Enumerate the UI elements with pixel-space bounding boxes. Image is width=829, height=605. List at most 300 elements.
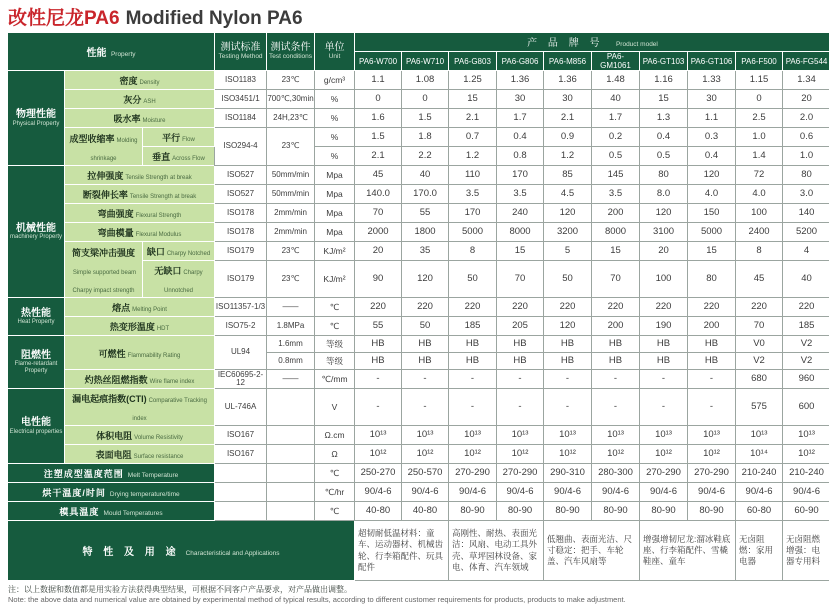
value-cell: 240 xyxy=(497,204,544,223)
value-cell: 0.6 xyxy=(783,128,829,147)
property-label-zh: 简支梁冲击强度 xyxy=(71,247,135,258)
value-cell: 4.0 xyxy=(688,185,736,204)
value-cell: 1.36 xyxy=(497,71,544,90)
value-cell: 0.8 xyxy=(497,147,544,166)
category-cell xyxy=(8,71,65,166)
value-cell: 0 xyxy=(402,90,449,109)
value-cell: - xyxy=(640,370,688,389)
value-cell: 80 xyxy=(783,166,829,185)
property-label-en: HDT xyxy=(156,326,170,332)
value-cell: HB xyxy=(592,353,640,370)
test-condition-cell xyxy=(267,483,315,502)
property-label-en: Surface resistance xyxy=(133,454,184,460)
value-cell: - xyxy=(688,370,736,389)
value-cell: 2.1 xyxy=(544,109,592,128)
value-cell: HB xyxy=(640,353,688,370)
page-title-zh: 改性尼龙PA6 xyxy=(8,8,120,29)
value-cell: 575 xyxy=(736,389,783,426)
value-cell: 20 xyxy=(640,242,688,261)
value-cell: 10¹² xyxy=(640,445,688,464)
testing-method-cell: ISO178 xyxy=(215,223,267,242)
testing-method-cell xyxy=(215,502,267,521)
value-cell: 140 xyxy=(783,204,829,223)
value-cell: 50 xyxy=(449,261,497,298)
property-label xyxy=(65,128,143,166)
value-cell: 220 xyxy=(688,298,736,317)
value-cell: HB xyxy=(497,353,544,370)
value-cell: 90/4-6 xyxy=(688,483,736,502)
property-label-en: Tensile Strength at break xyxy=(125,175,192,181)
value-cell: 220 xyxy=(449,298,497,317)
value-cell: 50 xyxy=(402,317,449,336)
value-cell: 250-270 xyxy=(355,464,402,483)
value-cell: 55 xyxy=(402,204,449,223)
value-cell: 270-290 xyxy=(497,464,544,483)
value-cell: 10¹³ xyxy=(688,426,736,445)
application-cell: 超韧耐低温材料：童车、运动器材、机械齿轮、行李箱配件、玩具配件 xyxy=(355,521,449,581)
value-cell: 45 xyxy=(736,261,783,298)
value-cell: 35 xyxy=(402,242,449,261)
product-model-pa6-g806: PA6-G806 xyxy=(497,52,544,71)
value-cell: 10¹³ xyxy=(736,426,783,445)
value-cell: 1.15 xyxy=(736,71,783,90)
property-label xyxy=(65,370,215,389)
value-cell: 1.1 xyxy=(688,109,736,128)
test-condition-cell: 50mm/min xyxy=(267,185,315,204)
value-cell: 0.2 xyxy=(592,128,640,147)
value-cell: HB xyxy=(402,353,449,370)
unit-cell: Ω.cm xyxy=(315,426,355,445)
footnote-en: Note: the above data and numerical value are obtained by experimental method of typical results, according to different customer requirements for products, products to make adjustment. xyxy=(8,595,626,605)
testing-method-header-zh: 测试标准 xyxy=(220,42,261,54)
product-model-pa6-f500: PA6-F500 xyxy=(736,52,783,71)
value-cell: 120 xyxy=(544,204,592,223)
value-cell: HB xyxy=(402,336,449,353)
value-cell: 10¹³ xyxy=(640,426,688,445)
test-condition-cell: 50mm/min xyxy=(267,166,315,185)
property-label xyxy=(65,445,215,464)
value-cell: 120 xyxy=(544,317,592,336)
value-cell: 120 xyxy=(688,166,736,185)
product-model-pa6-gm1061: PA6-GM1061 xyxy=(592,52,640,71)
property-label-zh: 可燃性 xyxy=(98,348,126,359)
property-label-en: Moisture xyxy=(142,118,166,124)
testing-method-cell: ISO1184 xyxy=(215,109,267,128)
value-cell: 5 xyxy=(544,242,592,261)
value-cell: HB xyxy=(592,336,640,353)
value-cell: V2 xyxy=(783,353,829,370)
value-cell: 2.1 xyxy=(449,109,497,128)
test-condition-cell xyxy=(267,445,315,464)
category-cell xyxy=(8,166,65,298)
value-cell: 250-570 xyxy=(402,464,449,483)
value-cell: 8 xyxy=(449,242,497,261)
application-cell: 无卤阻燃增强：电器专用料 xyxy=(783,521,829,581)
test-condition-cell xyxy=(267,389,315,426)
property-header-en: Property xyxy=(110,50,136,58)
property-sublabel xyxy=(143,261,215,298)
property-label-en: Tensile Strength at break xyxy=(129,194,197,200)
value-cell: 1.08 xyxy=(402,71,449,90)
value-cell: 1.33 xyxy=(688,71,736,90)
value-cell: 100 xyxy=(640,261,688,298)
value-cell: 200 xyxy=(592,317,640,336)
value-cell: - xyxy=(497,389,544,426)
unit-cell: V xyxy=(315,389,355,426)
value-cell: 10¹² xyxy=(544,445,592,464)
value-cell: 120 xyxy=(640,204,688,223)
unit-header-en: Unit xyxy=(328,53,341,61)
value-cell: 3.5 xyxy=(592,185,640,204)
value-cell: 2400 xyxy=(736,223,783,242)
value-cell: 0 xyxy=(736,90,783,109)
value-cell: 60-90 xyxy=(783,502,829,521)
unit-cell: ℃ xyxy=(315,298,355,317)
unit-cell: Ω xyxy=(315,445,355,464)
property-label-zh: 熔点 xyxy=(112,303,131,313)
product-model-header-en: Product model xyxy=(615,41,658,48)
property-sublabel-zh: 垂直 xyxy=(152,152,171,162)
value-cell: 220 xyxy=(592,298,640,317)
value-cell: 1.34 xyxy=(783,71,829,90)
value-cell: - xyxy=(544,370,592,389)
value-cell: 200 xyxy=(592,204,640,223)
value-cell: HB xyxy=(355,336,402,353)
property-label-en: Simple supported beam Charpy impact strength xyxy=(72,269,137,294)
value-cell: 2.1 xyxy=(355,147,402,166)
value-cell: HB xyxy=(688,336,736,353)
value-cell: 220 xyxy=(402,298,449,317)
category-zh: 电性能 xyxy=(21,417,51,429)
value-cell: 185 xyxy=(783,317,829,336)
value-cell: 90/4-6 xyxy=(736,483,783,502)
row-label-zh: 注塑成型温度范围 xyxy=(43,469,124,479)
property-sublabel-zh: 无缺口 xyxy=(154,266,182,276)
test-condition-cell: 24H,23℃ xyxy=(267,109,315,128)
test-condition-cell: 23℃ xyxy=(267,128,315,166)
value-cell: 30 xyxy=(688,90,736,109)
value-cell: 90/4-6 xyxy=(783,483,829,502)
value-cell: HB xyxy=(449,336,497,353)
value-cell: 20 xyxy=(355,242,402,261)
row-label-en: Mould Temperatures xyxy=(103,510,163,517)
value-cell: 85 xyxy=(544,166,592,185)
value-cell: 90/4-6 xyxy=(497,483,544,502)
value-cell: 190 xyxy=(640,317,688,336)
product-model-header-zh: 产 品 牌 号 xyxy=(527,38,604,49)
property-label-en: Flexural Modulus xyxy=(135,232,182,238)
value-cell: 90/4-6 xyxy=(640,483,688,502)
application-cell: 低翘曲、表面光洁、尺寸稳定：把手、车轮盖、汽车风扇等 xyxy=(544,521,640,581)
property-sublabel-en: Charpy Notched xyxy=(166,251,211,257)
property-label-en: ASH xyxy=(143,99,156,105)
property-label-zh: 漏电起痕指数(CTI) xyxy=(72,394,147,404)
row-label-zh: 模具温度 xyxy=(59,507,100,517)
property-label xyxy=(65,223,215,242)
test-condition-cell xyxy=(267,502,315,521)
test-condition-cell: 2mm/min xyxy=(267,204,315,223)
property-label-zh: 体积电阻 xyxy=(96,431,133,441)
applications-label-en: Characteristical and Applications xyxy=(185,549,280,557)
value-cell: 600 xyxy=(783,389,829,426)
value-cell: 72 xyxy=(736,166,783,185)
value-cell: 1.16 xyxy=(640,71,688,90)
value-cell: 90/4-6 xyxy=(402,483,449,502)
product-model-pa6-w700: PA6-W700 xyxy=(355,52,402,71)
value-cell: 1.2 xyxy=(544,147,592,166)
property-label-en: Melting Point xyxy=(132,307,167,313)
test-condition-cell: —— xyxy=(267,370,315,389)
value-cell: V2 xyxy=(736,353,783,370)
value-cell: 220 xyxy=(355,298,402,317)
row-label-dark xyxy=(8,464,215,483)
property-label-zh: 弯曲强度 xyxy=(97,209,134,219)
property-label-zh: 灰分 xyxy=(123,95,142,105)
category-cell xyxy=(8,389,65,464)
property-label xyxy=(65,389,215,426)
value-cell: 170 xyxy=(449,204,497,223)
testing-method-header xyxy=(215,33,267,71)
value-cell: - xyxy=(355,389,402,426)
value-cell: 10¹³ xyxy=(355,426,402,445)
unit-cell: % xyxy=(315,90,355,109)
value-cell: 3.0 xyxy=(783,185,829,204)
value-cell: 680 xyxy=(736,370,783,389)
testing-method-cell: IEC60695-2-12 xyxy=(215,370,267,389)
value-cell: HB xyxy=(640,336,688,353)
value-cell: - xyxy=(640,389,688,426)
property-label-zh: 成型收缩率 xyxy=(69,133,115,144)
value-cell: 45 xyxy=(355,166,402,185)
value-cell: 30 xyxy=(497,90,544,109)
testing-method-cell: ISO527 xyxy=(215,166,267,185)
row-label-zh: 烘干温度/时间 xyxy=(42,488,106,498)
value-cell: 10¹³ xyxy=(544,426,592,445)
value-cell: 40-80 xyxy=(355,502,402,521)
value-cell: 1.3 xyxy=(640,109,688,128)
value-cell: 5000 xyxy=(449,223,497,242)
value-cell: 60-80 xyxy=(736,502,783,521)
test-condition-cell: 23℃ xyxy=(267,261,315,298)
value-cell: 90/4-6 xyxy=(449,483,497,502)
value-cell: 40 xyxy=(592,90,640,109)
value-cell: 15 xyxy=(497,242,544,261)
value-cell: 1.5 xyxy=(402,109,449,128)
unit-cell: Mpa xyxy=(315,166,355,185)
value-cell: 10¹² xyxy=(783,445,829,464)
property-sublabel-en: Flow xyxy=(182,137,195,143)
value-cell: 40 xyxy=(783,261,829,298)
unit-cell: % xyxy=(315,109,355,128)
value-cell: 5200 xyxy=(783,223,829,242)
value-cell: 10¹⁴ xyxy=(736,445,783,464)
unit-cell: ℃/hr xyxy=(315,483,355,502)
value-cell: 960 xyxy=(783,370,829,389)
unit-cell: KJ/m² xyxy=(315,242,355,261)
value-cell: - xyxy=(355,370,402,389)
category-en: Heat Property xyxy=(17,319,55,326)
unit-header-zh: 单位 xyxy=(324,42,345,54)
product-model-pa6-w710: PA6-W710 xyxy=(402,52,449,71)
property-label xyxy=(65,204,215,223)
value-cell: 80-90 xyxy=(544,502,592,521)
value-cell: 90 xyxy=(355,261,402,298)
property-label xyxy=(65,166,215,185)
value-cell: 1.25 xyxy=(449,71,497,90)
product-model-header xyxy=(355,33,829,52)
value-cell: 170.0 xyxy=(402,185,449,204)
value-cell: 210-240 xyxy=(736,464,783,483)
testing-method-header-en: Testing Method xyxy=(218,53,263,61)
value-cell: 150 xyxy=(688,204,736,223)
row-label-dark xyxy=(8,502,215,521)
application-cell: 无卤阻燃：家用电器 xyxy=(736,521,783,581)
test-condition-cell xyxy=(267,426,315,445)
value-cell: 10¹³ xyxy=(402,426,449,445)
value-cell: 50 xyxy=(544,261,592,298)
value-cell: 80-90 xyxy=(640,502,688,521)
category-cell xyxy=(8,336,65,389)
row-label-en: Drying temperature/time xyxy=(109,491,180,498)
property-label xyxy=(65,109,215,128)
value-cell: 140.0 xyxy=(355,185,402,204)
value-cell: 40 xyxy=(402,166,449,185)
value-cell: 100 xyxy=(736,204,783,223)
property-sublabel-en: Charpy Unnotched xyxy=(163,270,203,294)
unit-cell: 等级 xyxy=(315,353,355,370)
unit-cell: Mpa xyxy=(315,204,355,223)
unit-cell: ℃ xyxy=(315,464,355,483)
test-conditions-header-en: Test conditions xyxy=(269,53,313,61)
value-cell: 8000 xyxy=(592,223,640,242)
value-cell: HB xyxy=(497,336,544,353)
property-label xyxy=(65,298,215,317)
property-label xyxy=(65,317,215,336)
value-cell: HB xyxy=(544,353,592,370)
property-sublabel-en: Across Flow xyxy=(172,156,205,162)
testing-method-cell: ISO1183 xyxy=(215,71,267,90)
value-cell: 40-80 xyxy=(402,502,449,521)
value-cell: 70 xyxy=(736,317,783,336)
unit-cell: % xyxy=(315,128,355,147)
value-cell: 10¹³ xyxy=(497,426,544,445)
value-cell: 3.5 xyxy=(449,185,497,204)
value-cell: - xyxy=(544,389,592,426)
value-cell: 2000 xyxy=(355,223,402,242)
value-cell: 10¹³ xyxy=(783,426,829,445)
property-label xyxy=(65,71,215,90)
value-cell: 3100 xyxy=(640,223,688,242)
test-condition-cell: 23℃ xyxy=(267,71,315,90)
value-cell: 10¹² xyxy=(497,445,544,464)
value-cell: 80-90 xyxy=(497,502,544,521)
value-cell: 10¹² xyxy=(355,445,402,464)
property-label-en: Flexural Strength xyxy=(135,213,182,219)
property-sublabel xyxy=(143,147,215,166)
value-cell: V0 xyxy=(736,336,783,353)
row-label-dark xyxy=(8,483,215,502)
testing-method-cell: ISO178 xyxy=(215,204,267,223)
testing-method-cell: UL94 xyxy=(215,336,267,370)
value-cell: 145 xyxy=(592,166,640,185)
test-condition-cell xyxy=(267,464,315,483)
testing-method-cell: ISO179 xyxy=(215,261,267,298)
value-cell: - xyxy=(497,370,544,389)
value-cell: 20 xyxy=(783,90,829,109)
value-cell: 2.0 xyxy=(783,109,829,128)
footnote-zh: 注：以上数据和数值都是用实验方法获得典型结果，可根据不同客户产品要求，对产品做出调整。 xyxy=(8,585,352,594)
value-cell: 1800 xyxy=(402,223,449,242)
value-cell: 2.2 xyxy=(402,147,449,166)
category-en: machinery Property xyxy=(9,234,63,241)
value-cell: 15 xyxy=(449,90,497,109)
value-cell: 270-290 xyxy=(640,464,688,483)
value-cell: - xyxy=(449,389,497,426)
property-label-en: Comparative Tracking index xyxy=(132,398,207,422)
unit-cell: ℃ xyxy=(315,502,355,521)
value-cell: 55 xyxy=(355,317,402,336)
value-cell: 1.7 xyxy=(497,109,544,128)
spec-table xyxy=(7,32,829,581)
value-cell: 1.7 xyxy=(592,109,640,128)
property-label-zh: 吸水率 xyxy=(113,114,141,124)
application-cell: 高刚性、耐热、表面光洁：风扇、电动工具外壳、草坪园林设备、家电、体育、汽车领域 xyxy=(449,521,544,581)
category-zh: 阻燃性 xyxy=(21,349,51,361)
value-cell: 5000 xyxy=(688,223,736,242)
value-cell: 2.5 xyxy=(736,109,783,128)
value-cell: 1.36 xyxy=(544,71,592,90)
category-zh: 热性能 xyxy=(21,307,51,319)
value-cell: 220 xyxy=(736,298,783,317)
value-cell: HB xyxy=(688,353,736,370)
property-label-en: Volume Resistivity xyxy=(134,435,183,441)
value-cell: 80-90 xyxy=(449,502,497,521)
property-header-zh: 性能 xyxy=(86,47,107,59)
product-model-pa6-gt106: PA6-GT106 xyxy=(688,52,736,71)
value-cell: 1.48 xyxy=(592,71,640,90)
product-model-pa6-g803: PA6-G803 xyxy=(449,52,497,71)
unit-cell: 等级 xyxy=(315,336,355,353)
category-cell xyxy=(8,298,65,336)
property-label-zh: 灼热丝阻燃指数 xyxy=(84,375,148,385)
value-cell: 1.0 xyxy=(736,128,783,147)
value-cell: 0.4 xyxy=(688,147,736,166)
applications-label xyxy=(8,521,355,581)
value-cell: 4.5 xyxy=(544,185,592,204)
page-title-en: Modified Nylon PA6 xyxy=(125,8,303,29)
value-cell: 15 xyxy=(592,242,640,261)
test-condition-cell: 23℃ xyxy=(267,242,315,261)
value-cell: 1.1 xyxy=(355,71,402,90)
value-cell: - xyxy=(592,389,640,426)
value-cell: 10¹² xyxy=(402,445,449,464)
property-label-zh: 断裂伸长率 xyxy=(82,190,128,200)
value-cell: 15 xyxy=(640,90,688,109)
testing-method-cell xyxy=(215,464,267,483)
property-header xyxy=(8,33,215,71)
test-condition-cell: 700℃,30min xyxy=(267,90,315,109)
product-model-pa6-m856: PA6-M856 xyxy=(544,52,592,71)
page-title xyxy=(0,0,829,32)
property-label-zh: 弯曲模量 xyxy=(97,228,134,238)
value-cell: 220 xyxy=(783,298,829,317)
testing-method-cell: UL-746A xyxy=(215,389,267,426)
property-label-en: Wire flame index xyxy=(149,379,195,385)
value-cell: 270-290 xyxy=(688,464,736,483)
test-condition-cell: 0.8mm xyxy=(267,353,315,370)
value-cell: 90/4-6 xyxy=(592,483,640,502)
value-cell: 4.0 xyxy=(736,185,783,204)
